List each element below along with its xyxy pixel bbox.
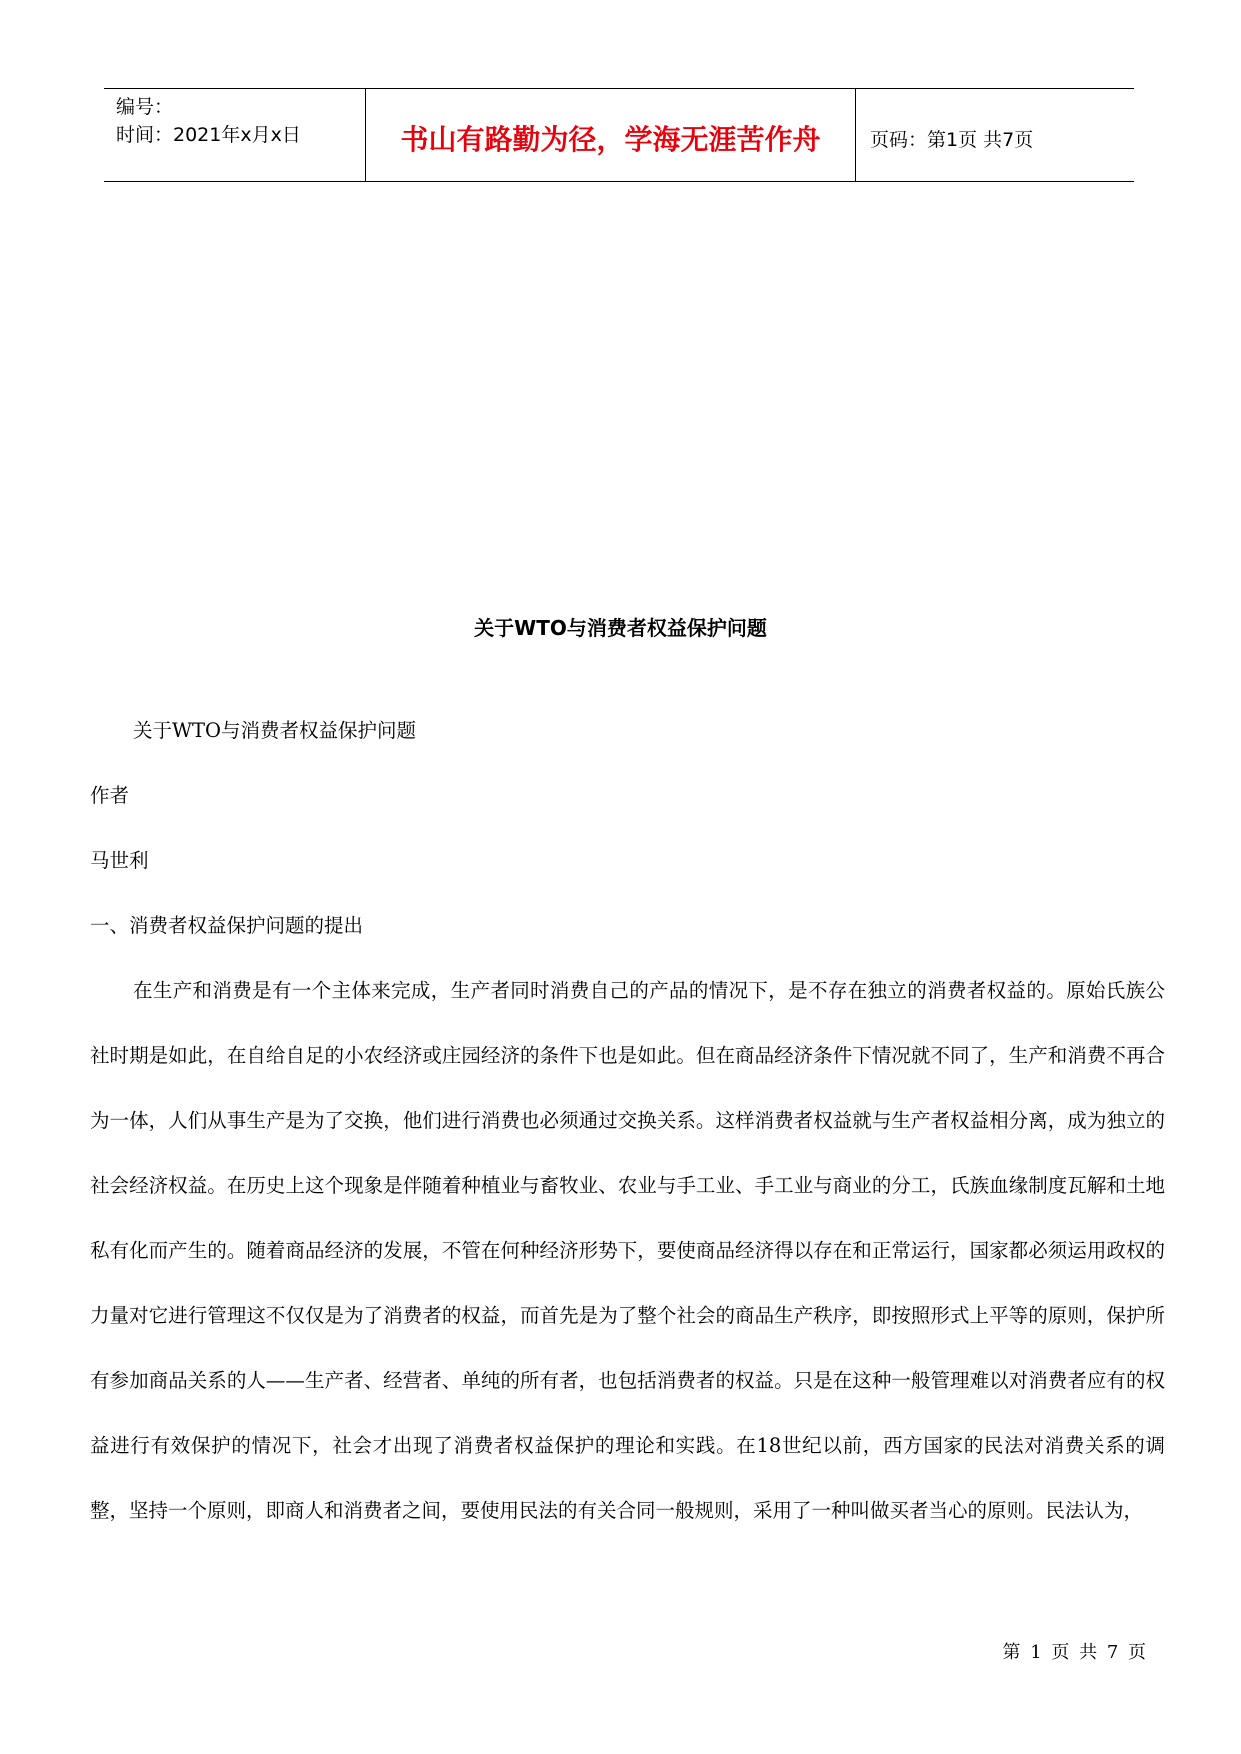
header-meta-cell	[104, 89, 366, 181]
author-name: 马世利	[90, 849, 149, 872]
document-body	[90, 698, 1165, 1543]
document-title: 关于WTO与消费者权益保护问题	[474, 616, 767, 640]
document-header	[104, 88, 1134, 182]
document-subtitle: 关于WTO与消费者权益保护问题	[133, 719, 417, 742]
time-label: 时间：2021年x月x日	[116, 124, 301, 146]
section-heading: 一、消费者权益保护问题的提出	[90, 914, 364, 937]
page-footer: 第 1 页 共 7 页	[1002, 1642, 1148, 1663]
header-page-info: 页码：第1页 共7页	[870, 128, 1034, 151]
body-paragraph: 在生产和消费是有一个主体来完成，生产者同时消费自己的产品的情况下，是不存在独立的消费者权益的。原始氏族公社时期是如此，在自给自足的小农经济或庄园经济的条件下也是如此。但在商品经济条件下情况就不同了，生产和消费不再合为一体，人们从事生产是为了交换，他们进行消费也必须通过交换关系。这样消费者权益就与生产者权益相分离，成为独立的社会经济权益。在历史上这个现象是伴随着种植业与畜牧业、农业与手工业、手工业与商业的分工，氏族血缘制度瓦解和土地私有化而产生的。随着商品经济的发展，不管在何种经济形势下，要使商品经济得以存在和正常运行，国家都必须运用政权的力量对它进行管理这不仅仅是为了消费者的权益，而首先是为了整个社会的商品生产秩序，即按照形式上平等的原则，保护所有参加商品关系的人——生产者、经营者、单纯的所有者，也包括消费者的权益。只是在这种一般管理难以对消费者应有的权益进行有效保护的情况下，社会才出现了消费者权益保护的理论和实践。在18世纪以前，西方国家的民法对消费关系的调整，坚持一个原则，即商人和消费者之间，要使用民法的有关合同一般规则，采用了一种叫做买者当心的原则。民法认为，	[90, 979, 1165, 1522]
header-motto: 书山有路勤为径，学海无涯苦作舟	[366, 89, 856, 181]
serial-number-label: 编号：	[116, 96, 174, 118]
author-label: 作者	[90, 784, 130, 807]
